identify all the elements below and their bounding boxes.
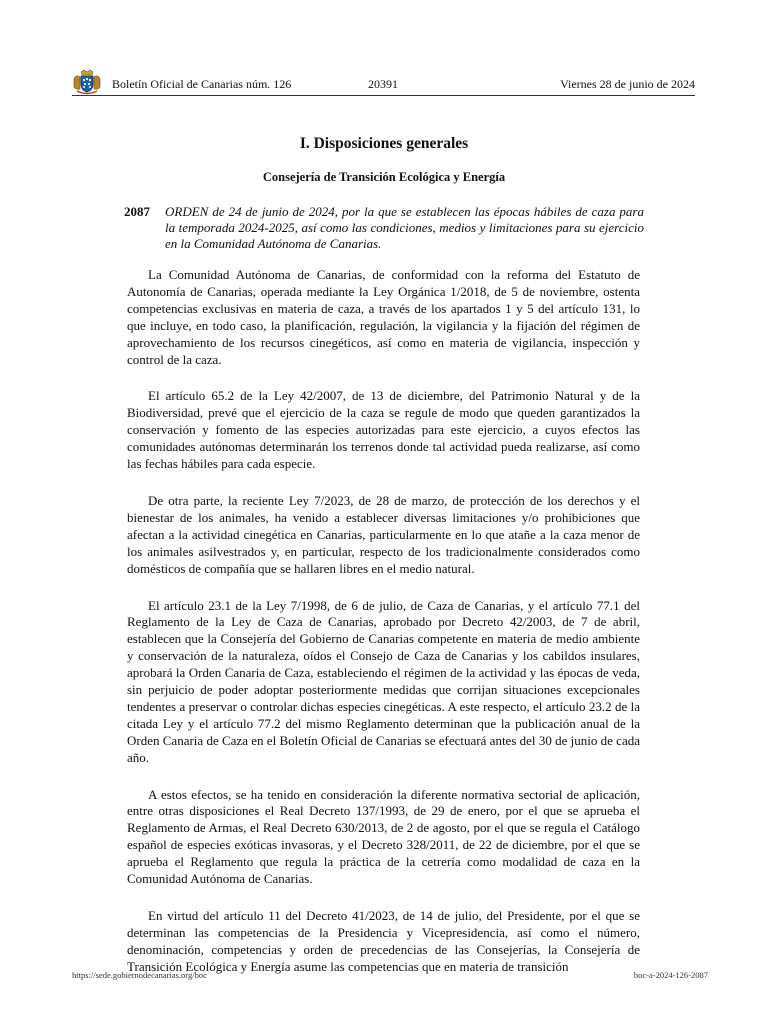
department-title: Consejería de Transición Ecológica y Energía	[262, 170, 506, 184]
order-title: ORDEN de 24 de junio de 2024, por la que se establecen las épocas hábiles de caza para la temporada 2024-2025, así como las condiciones, medios y limitaciones para su ejercicio en la Comunidad Autónoma de Canarias.	[165, 204, 644, 251]
page-header	[72, 67, 695, 96]
section-title: I. Disposiciones generales	[299, 135, 469, 152]
publication-date: Viernes 28 de junio de 2024	[560, 77, 695, 91]
paragraph: La Comunidad Autónoma de Canarias, de conformidad con la reforma del Estatuto de Autonomía de Canarias, operada mediante la Ley Orgánica 1/2018, de 5 de noviembre, ostenta competencias exclusivas en materia de caza, a través de los apartados 1 y 5 del artículo 131, lo que incluye, en todo caso, la planificación, regulación, la vigilancia y la fijación del régimen de aprovechamiento de los recursos cinegéticos, así como en materia de vigilancia, inspección y control de la caza.	[127, 267, 640, 367]
document-body	[127, 267, 640, 996]
footer-url-link[interactable]: https://sede.gobiernodecanarias.org/boc	[72, 970, 207, 980]
coat-of-arms-icon	[72, 69, 102, 95]
paragraph: El artículo 23.1 de la Ley 7/1998, de 6 de julio, de Caza de Canarias, y el artículo 77.1 del Reglamento de la Ley de Caza de Canarias, aprobado por Decreto 42/2003, de 7 de abril, establecen que la Consejería del Gobierno de Canarias competente en materia de medio ambiente y conservación de la naturaleza, oídos el Consejo de Caza de Canarias y los cabildos insulares, aprobará la Orden Canaria de Caza, estableciendo el régimen de la actividad y las épocas de veda, sin perjuicio de poder adoptar posteriormente medidas que corrijan situaciones excepcionales tendentes a preservar o controlar dichas especies cinegéticas. A este respecto, el artículo 23.2 de la citada Ley y el artículo 77.2 del mismo Reglamento determinan que la publicación anual de la Orden Canaria de Caza en el Boletín Oficial de Canarias se efectuará antes del 30 de junio de cada año.	[127, 597, 640, 765]
document-code: boc-a-2024-126-2087	[633, 970, 708, 980]
paragraph: A estos efectos, se ha tenido en consideración la diferente normativa sectorial de aplicación, entre otras disposiciones el Real Decreto 137/1993, de 29 de enero, por el que se aprueba el Reglamento de Armas, el Real Decreto 630/2013, de 2 de agosto, por el que se regula el Catálogo español de especies exóticas invasoras, y el Decreto 328/2011, de 22 de diciembre, por el que se aprueba el Reglamento que regula la práctica de la cetrería como modalidad de caza en la Comunidad Autónoma de Canarias.	[127, 786, 640, 887]
paragraph: En virtud del artículo 11 del Decreto 41/2023, de 14 de julio, del Presidente, por el que se determinan las competencias de la Presidencia y Vicepresidencia, así como el número, denominación, competencias y orden de precedencias de las Consejerías, la Consejería de Transición Ecológica y Energía asume las competencias que en materia de transición	[127, 908, 640, 974]
page-number: 20391	[368, 77, 398, 91]
order-number: 2087	[124, 204, 150, 219]
bulletin-name: Boletín Oficial de Canarias núm. 126	[112, 77, 292, 91]
paragraph: El artículo 65.2 de la Ley 42/2007, de 13 de diciembre, del Patrimonio Natural y de la Biodiversidad, prevé que el ejercicio de la caza se regule de modo que queden garantizados la conservación y fomento de las especies autorizadas para este ejercicio, a cuyos efectos las comunidades autónomas determinarán los terrenos donde tal actividad pueda realizarse, así como las fechas hábiles para cada especie.	[127, 388, 640, 472]
paragraph: De otra parte, la reciente Ley 7/2023, de 28 de marzo, de protección de los derechos y el bienestar de los animales, ha venido a establecer diversas limitaciones y/o prohibiciones que afectan a la actividad cinegética en Canarias, particularmente en lo que atañe a la caza menor de los animales asilvestrados y, en particular, respecto de los tradicionalmente considerados como domésticos de compañía que se hallaren libres en el medio natural.	[127, 492, 640, 576]
